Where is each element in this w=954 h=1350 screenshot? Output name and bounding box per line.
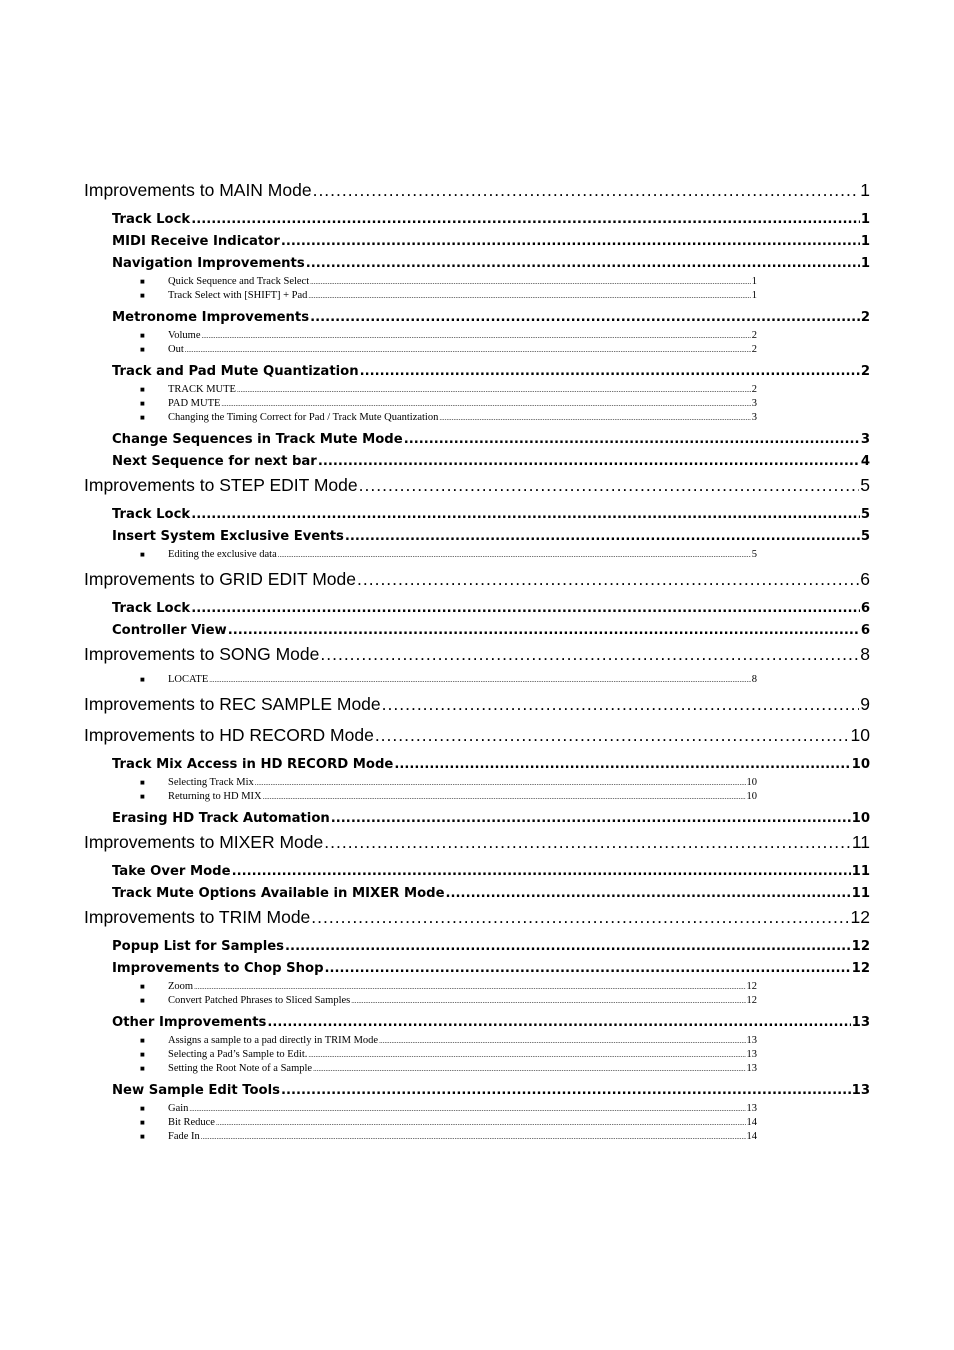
toc-entry-page-number: 1	[751, 276, 757, 287]
toc-entry-page-number: 10	[851, 757, 870, 772]
toc-entry-title: Navigation Improvements	[112, 256, 305, 271]
toc-entry-level-1[interactable]	[84, 692, 870, 723]
toc-entry-page-number: 2	[751, 384, 757, 395]
toc-entry-title: Improvements to GRID EDIT Mode	[84, 569, 356, 589]
toc-entry-level-1[interactable]	[84, 830, 870, 861]
dot-leader	[278, 548, 751, 562]
toc-entry-level-3[interactable]	[140, 289, 757, 303]
bullet-square-icon: ■	[140, 1036, 145, 1045]
dot-leader	[313, 1062, 745, 1076]
toc-entry-title: LOCATE	[168, 674, 209, 685]
toc-entry-title: Track Lock	[112, 212, 191, 227]
toc-entry-title: Track and Pad Mute Quantization	[112, 364, 359, 379]
table-of-contents	[84, 178, 870, 1144]
toc-entry-page-number: 5	[751, 549, 757, 560]
toc-entry-level-2[interactable]	[112, 754, 870, 776]
dot-leader	[379, 1034, 745, 1048]
dot-leader	[318, 451, 860, 473]
dot-leader	[313, 178, 860, 202]
toc-entry-title: Returning to HD MIX	[168, 791, 262, 802]
toc-entry-level-2[interactable]	[112, 620, 870, 642]
toc-entry-level-3[interactable]	[140, 275, 757, 289]
dot-leader	[311, 905, 849, 929]
toc-entry-level-3[interactable]	[140, 1130, 757, 1144]
toc-entry-page-number: 5	[860, 529, 870, 544]
dot-leader	[201, 329, 750, 343]
toc-entry-level-2[interactable]	[112, 231, 870, 253]
toc-entry-page-number: 12	[851, 961, 870, 976]
toc-entry-level-1[interactable]	[84, 905, 870, 936]
bullet-square-icon: ■	[140, 277, 145, 286]
dot-leader	[357, 567, 859, 591]
toc-entry-level-3[interactable]	[140, 980, 757, 994]
toc-entry-level-2[interactable]	[112, 808, 870, 830]
bullet-square-icon: ■	[140, 331, 145, 340]
dot-leader	[306, 253, 860, 275]
toc-entry-title: Controller View	[112, 623, 227, 638]
toc-entry-level-3[interactable]	[140, 1102, 757, 1116]
toc-entry-page-number: 5	[860, 507, 870, 522]
toc-entry-level-2[interactable]	[112, 958, 870, 980]
toc-entry-page-number: 5	[860, 475, 870, 495]
dot-leader	[189, 1102, 745, 1116]
toc-entry-page-number: 1	[860, 256, 870, 271]
toc-entry-level-3[interactable]	[140, 790, 757, 804]
toc-entry-level-2[interactable]	[112, 451, 870, 473]
toc-entry-title: Setting the Root Note of a Sample	[168, 1063, 313, 1074]
dot-leader	[263, 790, 746, 804]
dot-leader	[191, 504, 860, 526]
toc-entry-title: Gain	[168, 1103, 189, 1114]
toc-entry-page-number: 1	[860, 180, 870, 200]
toc-entry-title: MIDI Receive Indicator	[112, 234, 280, 249]
toc-entry-title: Change Sequences in Track Mute Mode	[112, 432, 403, 447]
dot-leader	[308, 289, 750, 303]
toc-entry-level-1[interactable]	[84, 567, 870, 598]
toc-entry-page-number: 10	[746, 791, 757, 802]
bullet-square-icon: ■	[140, 675, 145, 684]
toc-entry-level-2[interactable]	[112, 253, 870, 275]
dot-leader	[285, 936, 851, 958]
dot-leader	[185, 343, 751, 357]
toc-entry-title: Out	[168, 344, 184, 355]
toc-entry-title: Next Sequence for next bar	[112, 454, 317, 469]
toc-entry-page-number: 13	[746, 1035, 757, 1046]
toc-entry-title: Track Mix Access in HD RECORD Mode	[112, 757, 394, 772]
toc-entry-level-2[interactable]	[112, 526, 870, 548]
toc-entry-level-1[interactable]	[84, 642, 870, 673]
dot-leader	[216, 1116, 746, 1130]
toc-entry-page-number: 8	[860, 644, 870, 664]
toc-entry-title: Take Over Mode	[112, 864, 231, 879]
toc-entry-page-number: 12	[851, 939, 870, 954]
toc-entry-page-number: 13	[851, 1083, 870, 1098]
bullet-square-icon: ■	[140, 1118, 145, 1127]
dot-leader	[267, 1012, 850, 1034]
bullet-square-icon: ■	[140, 1104, 145, 1113]
dot-leader	[382, 692, 860, 716]
toc-entry-page-number: 6	[860, 601, 870, 616]
toc-entry-title: Track Mute Options Available in MIXER Mode	[112, 886, 445, 901]
toc-entry-title: Selecting Track Mix	[168, 777, 254, 788]
dot-leader	[439, 411, 750, 425]
toc-entry-title: New Sample Edit Tools	[112, 1083, 280, 1098]
toc-entry-title: Changing the Timing Correct for Pad / Track Mute Quantization	[168, 412, 439, 423]
toc-entry-level-2[interactable]	[112, 429, 870, 451]
toc-entry-title: Improvements to STEP EDIT Mode	[84, 475, 358, 495]
toc-entry-level-3[interactable]	[140, 411, 757, 425]
toc-entry-level-3[interactable]	[140, 776, 757, 790]
toc-entry-title: Erasing HD Track Automation	[112, 811, 330, 826]
dot-leader	[209, 673, 751, 687]
bullet-square-icon: ■	[140, 550, 145, 559]
bullet-square-icon: ■	[140, 1064, 145, 1073]
toc-entry-title: Quick Sequence and Track Select	[168, 276, 310, 287]
toc-entry-page-number: 13	[746, 1063, 757, 1074]
bullet-square-icon: ■	[140, 996, 145, 1005]
toc-entry-page-number: 2	[751, 344, 757, 355]
toc-entry-page-number: 10	[746, 777, 757, 788]
dot-leader	[228, 620, 860, 642]
toc-entry-page-number: 1	[860, 234, 870, 249]
toc-entry-title: Zoom	[168, 981, 194, 992]
toc-entry-level-2[interactable]	[112, 936, 870, 958]
bullet-square-icon: ■	[140, 982, 145, 991]
toc-entry-title: Improvements to TRIM Mode	[84, 907, 311, 927]
toc-entry-page-number: 10	[850, 725, 870, 745]
bullet-square-icon: ■	[140, 291, 145, 300]
toc-entry-page-number: 2	[860, 310, 870, 325]
toc-entry-title: Assigns a sample to a pad directly in TRIM Mode	[168, 1035, 379, 1046]
bullet-square-icon: ■	[140, 413, 145, 422]
toc-entry-page-number: 2	[751, 330, 757, 341]
dot-leader	[404, 429, 860, 451]
toc-entry-title: Improvements to MIXER Mode	[84, 832, 324, 852]
dot-leader	[331, 808, 851, 830]
toc-entry-page-number: 13	[851, 1015, 870, 1030]
toc-entry-page-number: 6	[860, 569, 870, 589]
dot-leader	[237, 383, 751, 397]
toc-entry-level-2[interactable]	[112, 307, 870, 329]
toc-entry-title: Improvements to Chop Shop	[112, 961, 324, 976]
toc-entry-page-number: 12	[850, 907, 870, 927]
dot-leader	[375, 723, 850, 747]
toc-entry-title: Improvements to REC SAMPLE Mode	[84, 694, 381, 714]
toc-entry-level-3[interactable]	[140, 994, 757, 1008]
toc-entry-title: Insert System Exclusive Events	[112, 529, 344, 544]
dot-leader	[446, 883, 851, 905]
dot-leader	[359, 473, 860, 497]
toc-entry-page-number: 3	[751, 398, 757, 409]
toc-entry-page-number: 6	[860, 623, 870, 638]
toc-entry-page-number: 13	[746, 1103, 757, 1114]
toc-entry-title: Convert Patched Phrases to Sliced Samples	[168, 995, 351, 1006]
toc-entry-title: Metronome Improvements	[112, 310, 310, 325]
toc-entry-level-3[interactable]	[140, 343, 757, 357]
toc-entry-level-2[interactable]	[112, 361, 870, 383]
toc-entry-level-2[interactable]	[112, 504, 870, 526]
toc-entry-level-2[interactable]	[112, 598, 870, 620]
toc-entry-page-number: 4	[860, 454, 870, 469]
dot-leader	[310, 307, 860, 329]
toc-entry-title: Bit Reduce	[168, 1117, 215, 1128]
toc-entry-title: Track Lock	[112, 601, 191, 616]
toc-entry-page-number: 1	[860, 212, 870, 227]
toc-entry-level-1[interactable]	[84, 723, 870, 754]
toc-entry-level-3[interactable]	[140, 1048, 757, 1062]
toc-entry-level-1[interactable]	[84, 178, 870, 209]
dot-leader	[232, 861, 851, 883]
toc-entry-title: Volume	[168, 330, 201, 341]
toc-entry-title: Track Lock	[112, 507, 191, 522]
toc-entry-level-3[interactable]	[140, 383, 757, 397]
dot-leader	[281, 231, 860, 253]
toc-entry-page-number: 9	[860, 694, 870, 714]
toc-entry-page-number: 11	[851, 886, 870, 901]
toc-entry-level-2[interactable]	[112, 1012, 870, 1034]
dot-leader	[345, 526, 860, 548]
toc-entry-level-2[interactable]	[112, 861, 870, 883]
toc-entry-page-number: 3	[860, 432, 870, 447]
toc-entry-page-number: 3	[751, 412, 757, 423]
dot-leader	[325, 958, 851, 980]
toc-entry-title: Improvements to MAIN Mode	[84, 180, 312, 200]
toc-entry-level-3[interactable]	[140, 329, 757, 343]
toc-entry-level-3[interactable]	[140, 548, 757, 562]
dot-leader	[281, 1080, 851, 1102]
toc-entry-page-number: 11	[851, 864, 870, 879]
toc-entry-level-3[interactable]	[140, 673, 757, 687]
bullet-square-icon: ■	[140, 1132, 145, 1141]
toc-entry-page-number: 12	[746, 995, 757, 1006]
toc-entry-level-2[interactable]	[112, 883, 870, 905]
toc-entry-page-number: 2	[860, 364, 870, 379]
dot-leader	[360, 361, 860, 383]
dot-leader	[194, 980, 745, 994]
dot-leader	[320, 642, 859, 666]
toc-entry-title: Popup List for Samples	[112, 939, 285, 954]
toc-entry-page-number: 10	[851, 811, 870, 826]
toc-entry-page-number: 14	[746, 1131, 757, 1142]
toc-entry-title: PAD MUTE	[168, 398, 221, 409]
bullet-square-icon: ■	[140, 778, 145, 787]
toc-entry-level-1[interactable]	[84, 473, 870, 504]
dot-leader	[324, 830, 851, 854]
dot-leader	[351, 994, 745, 1008]
toc-entry-title: Other Improvements	[112, 1015, 267, 1030]
toc-entry-level-2[interactable]	[112, 1080, 870, 1102]
toc-entry-level-3[interactable]	[140, 397, 757, 411]
toc-entry-page-number: 11	[851, 832, 870, 852]
dot-leader	[191, 209, 860, 231]
dot-leader	[191, 598, 860, 620]
toc-entry-page-number: 14	[746, 1117, 757, 1128]
bullet-square-icon: ■	[140, 1050, 145, 1059]
dot-leader	[310, 275, 751, 289]
toc-entry-page-number: 1	[751, 290, 757, 301]
bullet-square-icon: ■	[140, 345, 145, 354]
toc-entry-title: Improvements to HD RECORD Mode	[84, 725, 374, 745]
toc-entry-title: Improvements to SONG Mode	[84, 644, 320, 664]
toc-entry-level-3[interactable]	[140, 1034, 757, 1048]
toc-entry-level-3[interactable]	[140, 1062, 757, 1076]
toc-entry-page-number: 12	[746, 981, 757, 992]
toc-entry-page-number: 13	[746, 1049, 757, 1060]
bullet-square-icon: ■	[140, 385, 145, 394]
dot-leader	[221, 397, 750, 411]
toc-entry-title: Editing the exclusive data	[168, 549, 277, 560]
bullet-square-icon: ■	[140, 399, 145, 408]
toc-entry-title: Track Select with [SHIFT] + Pad	[168, 290, 308, 301]
dot-leader	[394, 754, 850, 776]
toc-entry-level-3[interactable]	[140, 1116, 757, 1130]
toc-entry-title: Selecting a Pad’s Sample to Edit.	[168, 1049, 308, 1060]
bullet-square-icon: ■	[140, 792, 145, 801]
toc-entry-title: Fade In	[168, 1131, 200, 1142]
dot-leader	[201, 1130, 746, 1144]
toc-entry-title: TRACK MUTE	[168, 384, 236, 395]
toc-entry-level-2[interactable]	[112, 209, 870, 231]
dot-leader	[255, 776, 746, 790]
dot-leader	[308, 1048, 745, 1062]
toc-entry-page-number: 8	[751, 674, 757, 685]
